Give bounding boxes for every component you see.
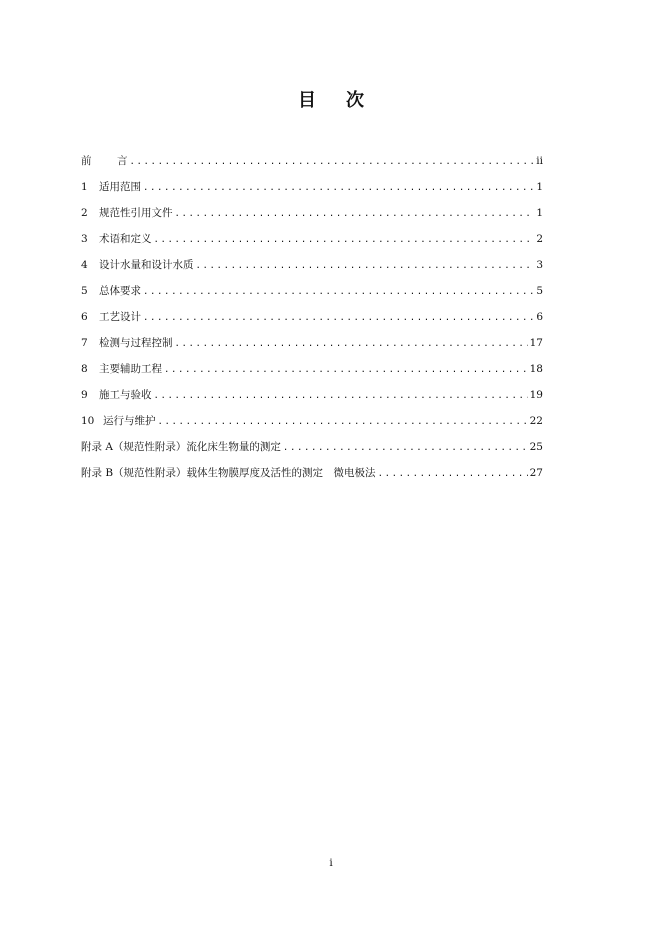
- toc-entry-page: 27: [529, 467, 543, 479]
- toc-entry-title: 附录 A（规范性附录）流化床生物量的测定: [81, 441, 281, 453]
- toc-entry-number: 7: [81, 337, 88, 349]
- toc-entry-title: 设计水量和设计水质: [99, 259, 194, 271]
- toc-entry-5[interactable]: [81, 282, 543, 308]
- toc-entry-appendix-b[interactable]: [81, 464, 543, 490]
- toc-entry-page: 3: [536, 259, 543, 271]
- toc-entry-page: 22: [529, 415, 543, 427]
- toc-entry-9[interactable]: [81, 386, 543, 412]
- toc-entry-page: 18: [529, 363, 543, 375]
- toc-entry-number: 5: [81, 285, 88, 297]
- page-number: i: [329, 857, 333, 869]
- toc-entry-1[interactable]: [81, 178, 543, 204]
- toc-leader-dots: [143, 309, 534, 327]
- toc-entry-number: 1: [81, 181, 88, 193]
- toc-entry-title: 总体要求: [99, 285, 141, 297]
- toc-leader-dots: [164, 361, 528, 379]
- toc-leader-dots: [143, 179, 534, 197]
- toc-entry-number: 6: [81, 311, 88, 323]
- toc-entry-title: 主要辅助工程: [99, 363, 162, 375]
- toc-leader-dots: [175, 335, 528, 353]
- toc-entry-7[interactable]: [81, 334, 543, 360]
- toc-leader-dots: [154, 387, 528, 405]
- page-title: [0, 86, 662, 112]
- toc-entry-page: 1: [536, 207, 543, 219]
- toc-entry-title: 检测与过程控制: [99, 337, 173, 349]
- toc-entry-title: 适用范围: [99, 181, 141, 193]
- toc-entry-page: 17: [529, 337, 543, 349]
- toc-entry-title: 规范性引用文件: [99, 207, 173, 219]
- toc-leader-dots: [158, 413, 528, 431]
- toc-entry-page: ii: [536, 155, 543, 167]
- toc-entry-page: 2: [536, 233, 543, 245]
- toc-entry-number: 前: [81, 155, 92, 167]
- toc-leader-dots: [283, 439, 528, 457]
- toc-entry-page: 25: [529, 441, 543, 453]
- toc-entry-title: 施工与验收: [99, 389, 152, 401]
- title-char-left: 目: [298, 90, 316, 111]
- toc-entry-number: 8: [81, 363, 88, 375]
- toc-entry-number: 10: [81, 415, 95, 427]
- toc-entry-6[interactable]: [81, 308, 543, 334]
- toc-entry-number: 4: [81, 259, 88, 271]
- title-char-right: 次: [346, 90, 364, 111]
- toc-leader-dots: [143, 283, 534, 301]
- toc-entry-page: 5: [536, 285, 543, 297]
- toc-leader-dots: [196, 257, 535, 275]
- toc-entry-4[interactable]: [81, 256, 543, 282]
- toc-entry-8[interactable]: [81, 360, 543, 386]
- toc-leader-dots: [154, 231, 535, 249]
- toc-entry-foreword[interactable]: [81, 152, 543, 178]
- toc-entry-title: 附录 B（规范性附录）载体生物膜厚度及活性的测定 微电极法: [81, 467, 376, 479]
- toc-entry-number: 2: [81, 207, 88, 219]
- toc-entry-number: 9: [81, 389, 88, 401]
- toc-entry-title: 运行与维护: [103, 415, 156, 427]
- toc-entry-page: 6: [536, 311, 543, 323]
- table-of-contents: [81, 152, 543, 490]
- toc-entry-appendix-a[interactable]: [81, 438, 543, 464]
- toc-entry-title: 言: [117, 155, 128, 167]
- toc-entry-2[interactable]: [81, 204, 543, 230]
- toc-leader-dots: [175, 205, 535, 223]
- toc-leader-dots: [130, 153, 535, 171]
- toc-entry-page: 19: [529, 389, 543, 401]
- toc-entry-3[interactable]: [81, 230, 543, 256]
- toc-entry-page: 1: [536, 181, 543, 193]
- toc-entry-number: 3: [81, 233, 88, 245]
- toc-entry-10[interactable]: [81, 412, 543, 438]
- toc-leader-dots: [378, 465, 528, 483]
- toc-entry-title: 工艺设计: [99, 311, 141, 323]
- toc-entry-title: 术语和定义: [99, 233, 152, 245]
